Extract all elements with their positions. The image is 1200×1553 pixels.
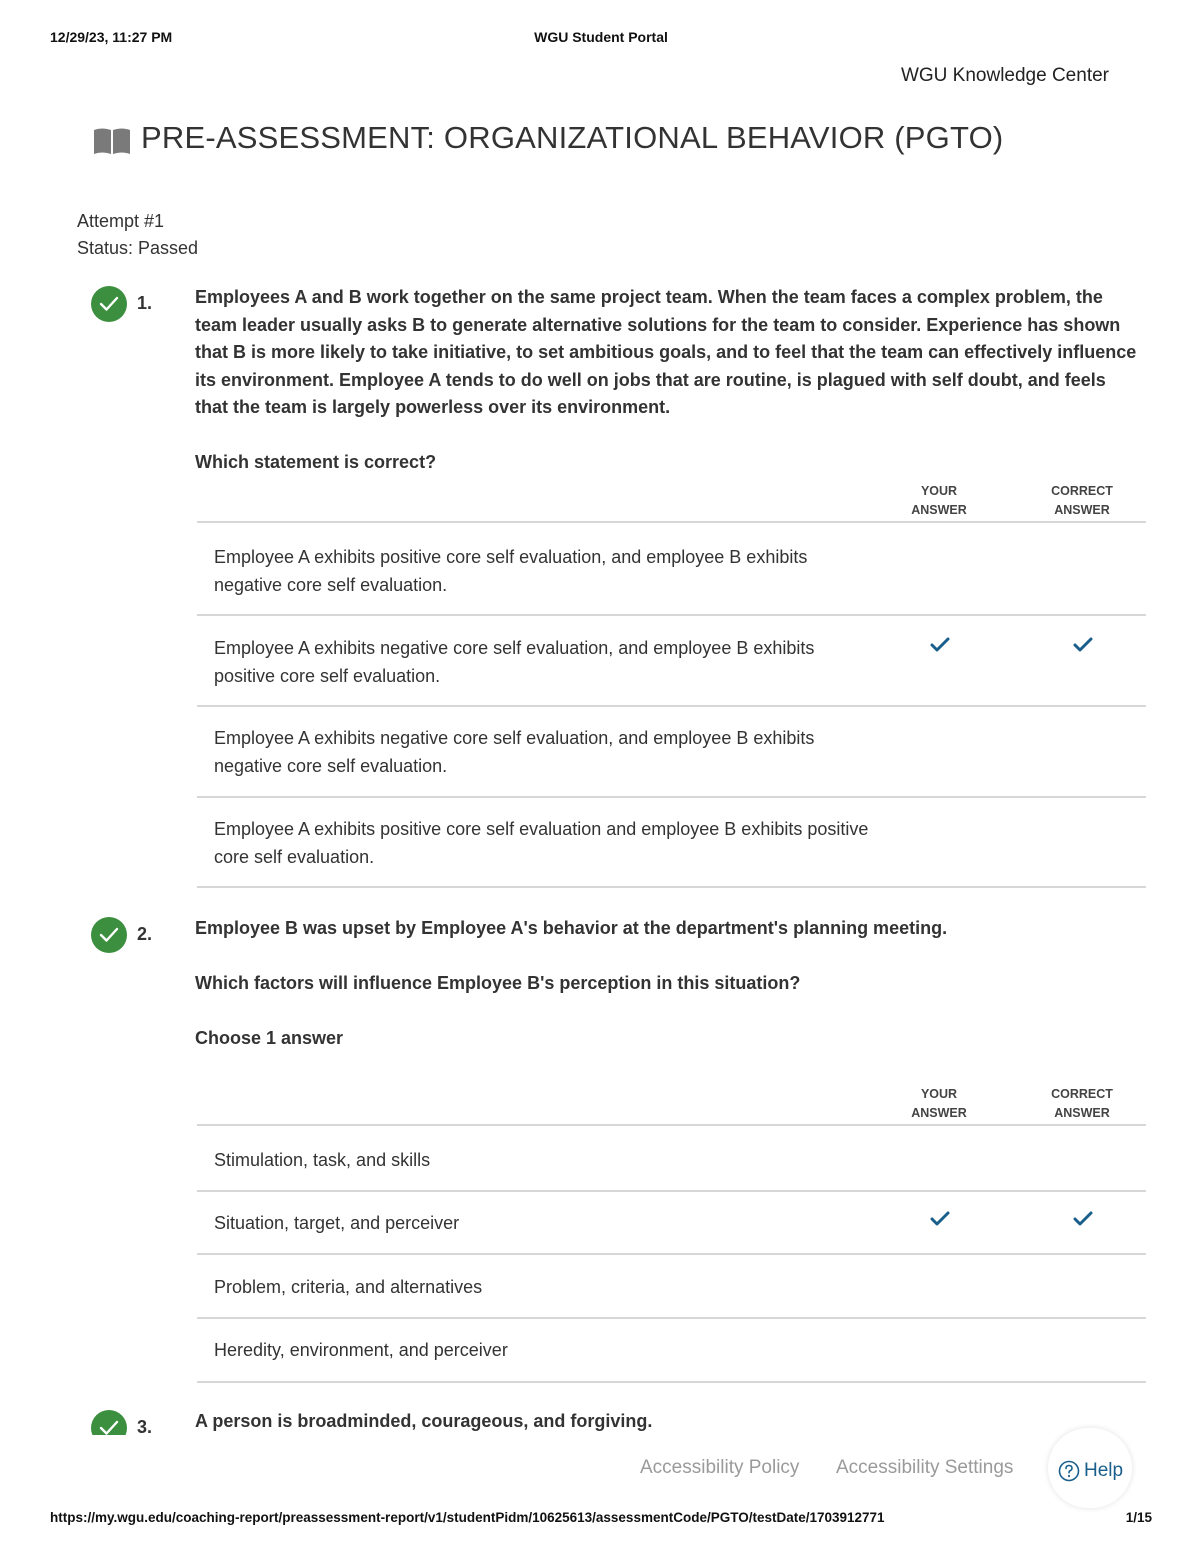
answer-option: Employee A exhibits positive core self evaluation, and employee B exhibits negative core self evaluation.: [214, 547, 808, 595]
question-prompt: Which statement is correct?: [195, 452, 437, 472]
question-number: 1.: [137, 293, 153, 313]
question-stem: Employees A and B work together on the same project team. When the team faces a complex problem, the team leader usually asks B to generate alternative solutions for the team to consider. Experience has shown that B is more likely to take initiative, to set ambitious goals, and to feel that the team can effectively influence its environment. Employee A tends to do well on jobs that are routine, is plagued with self doubt, and feels that the team is largely powerless over its environment.: [195, 287, 1137, 417]
answer-option: Problem, criteria, and alternatives: [214, 1277, 483, 1297]
divider: [197, 886, 1146, 888]
your-answer-header: YOUR ANSWER: [911, 484, 967, 517]
help-button[interactable]: [1048, 1428, 1132, 1508]
accessibility-settings-link[interactable]: Accessibility Settings: [836, 1457, 1014, 1478]
correct-answer-check-icon: [1073, 637, 1093, 653]
print-title: WGU Student Portal: [534, 29, 668, 45]
divider: [197, 1124, 1146, 1126]
answer-option: Stimulation, task, and skills: [214, 1150, 431, 1170]
correct-answer-check-icon: [1073, 1211, 1093, 1227]
correct-answer-header: CORRECT ANSWER: [1051, 1087, 1113, 1120]
correct-check-icon: [91, 286, 127, 322]
answer-option: Situation, target, and perceiver: [214, 1213, 460, 1233]
assessment-title: PRE-ASSESSMENT: ORGANIZATIONAL BEHAVIOR (PGTO): [141, 120, 1004, 155]
divider: [197, 614, 1146, 616]
footer-links: [0, 1424, 1200, 1508]
knowledge-center-link[interactable]: WGU Knowledge Center: [900, 65, 1109, 86]
correct-check-icon: [91, 917, 127, 953]
answer-option: Employee A exhibits negative core self evaluation, and employee B exhibits negative core self evaluation.: [214, 728, 815, 776]
attempt-status: Status: Passed: [77, 238, 199, 258]
print-date: 12/29/23, 11:27 PM: [50, 29, 173, 45]
question-stem: Employee B was upset by Employee A's behavior at the department's planning meeting.: [195, 918, 948, 938]
divider: [197, 1190, 1146, 1192]
divider: [197, 1381, 1146, 1383]
help-icon: [1058, 1460, 1080, 1482]
question-stem: A person is broadminded, courageous, and forgiving.: [195, 1411, 653, 1431]
divider: [197, 521, 1146, 523]
question-number: 3.: [137, 1417, 153, 1435]
answer-option: Heredity, environment, and perceiver: [214, 1340, 508, 1360]
divider: [197, 1317, 1146, 1319]
answer-option: Employee A exhibits negative core self evaluation, and employee B exhibits positive core self evaluation.: [214, 638, 815, 686]
attempt-number: Attempt #1: [77, 211, 165, 231]
your-answer-check-icon: [930, 1211, 950, 1227]
answer-option: Employee A exhibits positive core self evaluation and employee B exhibits positive core self evaluation.: [214, 819, 869, 867]
divider: [197, 705, 1146, 707]
question-prompt: Which factors will influence Employee B's perception in this situation?: [195, 973, 801, 993]
your-answer-check-icon: [930, 637, 950, 653]
correct-answer-header: CORRECT ANSWER: [1051, 484, 1113, 517]
divider: [197, 796, 1146, 798]
help-label: Help: [1084, 1460, 1124, 1481]
accessibility-policy-link[interactable]: Accessibility Policy: [640, 1457, 800, 1478]
page-number: 1/15: [1125, 1510, 1152, 1525]
print-url: https://my.wgu.edu/coaching-report/preassessment-report/v1/studentPidm/10625613/assessmentCode/PGTO/testDate/1703912771: [50, 1510, 885, 1525]
divider: [197, 1253, 1146, 1255]
question-instruction: Choose 1 answer: [195, 1028, 344, 1048]
question-number: 2.: [137, 924, 153, 944]
your-answer-header: YOUR ANSWER: [911, 1087, 967, 1120]
